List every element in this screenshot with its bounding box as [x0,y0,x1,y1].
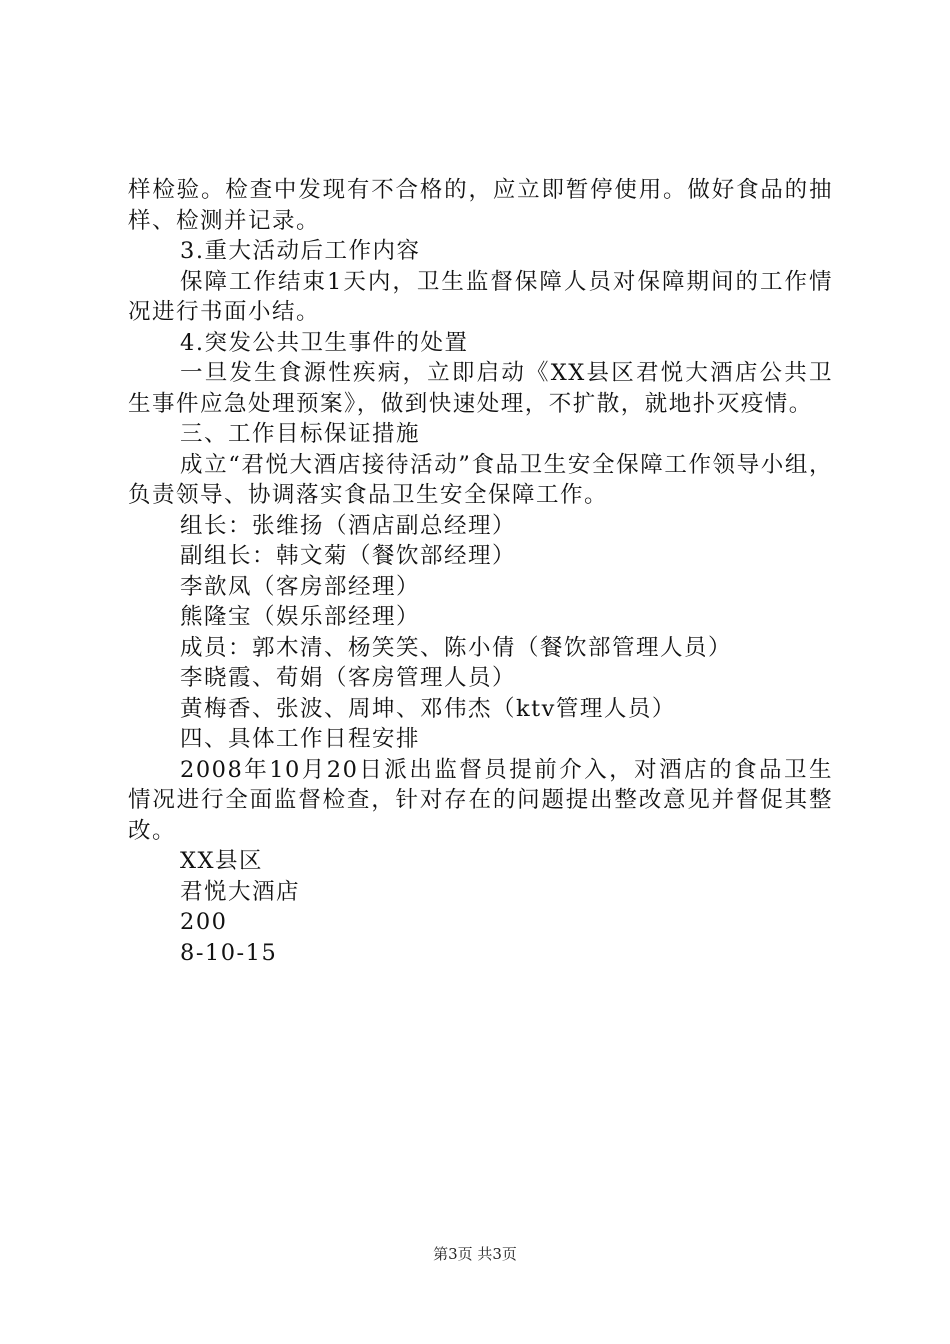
section-heading-three: 三、工作目标保证措施 [180,421,421,447]
paragraph-1: 样检验。检查中发现有不合格的，应立即暂停使用。做好食品的抽样、检测并记录。 [128,177,833,234]
signature-hotel: 君悦大酒店 [180,878,301,905]
deputy-leader: 副组长：韩文菊（餐饮部经理） [180,543,517,569]
page-footer: 第3页 共3页 [433,1245,517,1263]
members-catering: 成员：郭木清、杨笑笑、陈小倩（餐饮部管理人员） [180,634,733,661]
paragraph-leading-group: 成立“君悦大酒店接待活动”食品卫生安全保障工作领导小组，负责领导、协调落实食品卫生安全保障工作。 [128,451,833,508]
deputy-leader-3: 熊隆宝（娱乐部经理） [180,604,421,630]
signature-date: 8-10-15 [180,939,278,966]
paragraph-emergency: 一旦发生食源性疾病，立即启动《XX县区君悦大酒店公共卫生事件应急处理预案》，做到快速处理，不扩散，就地扑灭疫情。 [128,360,833,417]
signature-county: XX县区 [180,848,264,874]
document-body [128,175,833,968]
paragraph-summary: 保障工作结束1天内，卫生监督保障人员对保障期间的工作情况进行书面小结。 [128,268,833,325]
paragraph-schedule: 2008年10月20日派出监督员提前介入，对酒店的食品卫生情况进行全面监督检查，针对存在的问题提出整改意见并督促其整改。 [128,756,833,844]
section-heading-4: 4.突发公共卫生事件的处置 [180,329,469,356]
members-rooms: 李晓霞、荀娟（客房管理人员） [180,665,517,691]
deputy-leader-2: 李歆凤（客房部经理） [180,573,421,600]
signature-year: 200 [180,909,228,935]
section-heading-3: 3.重大活动后工作内容 [180,238,421,264]
section-heading-four: 四、具体工作日程安排 [180,726,421,752]
group-leader: 组长：张维扬（酒店副总经理） [180,512,517,539]
members-ktv: 黄梅香、张波、周坤、邓伟杰（ktv管理人员） [180,695,676,722]
